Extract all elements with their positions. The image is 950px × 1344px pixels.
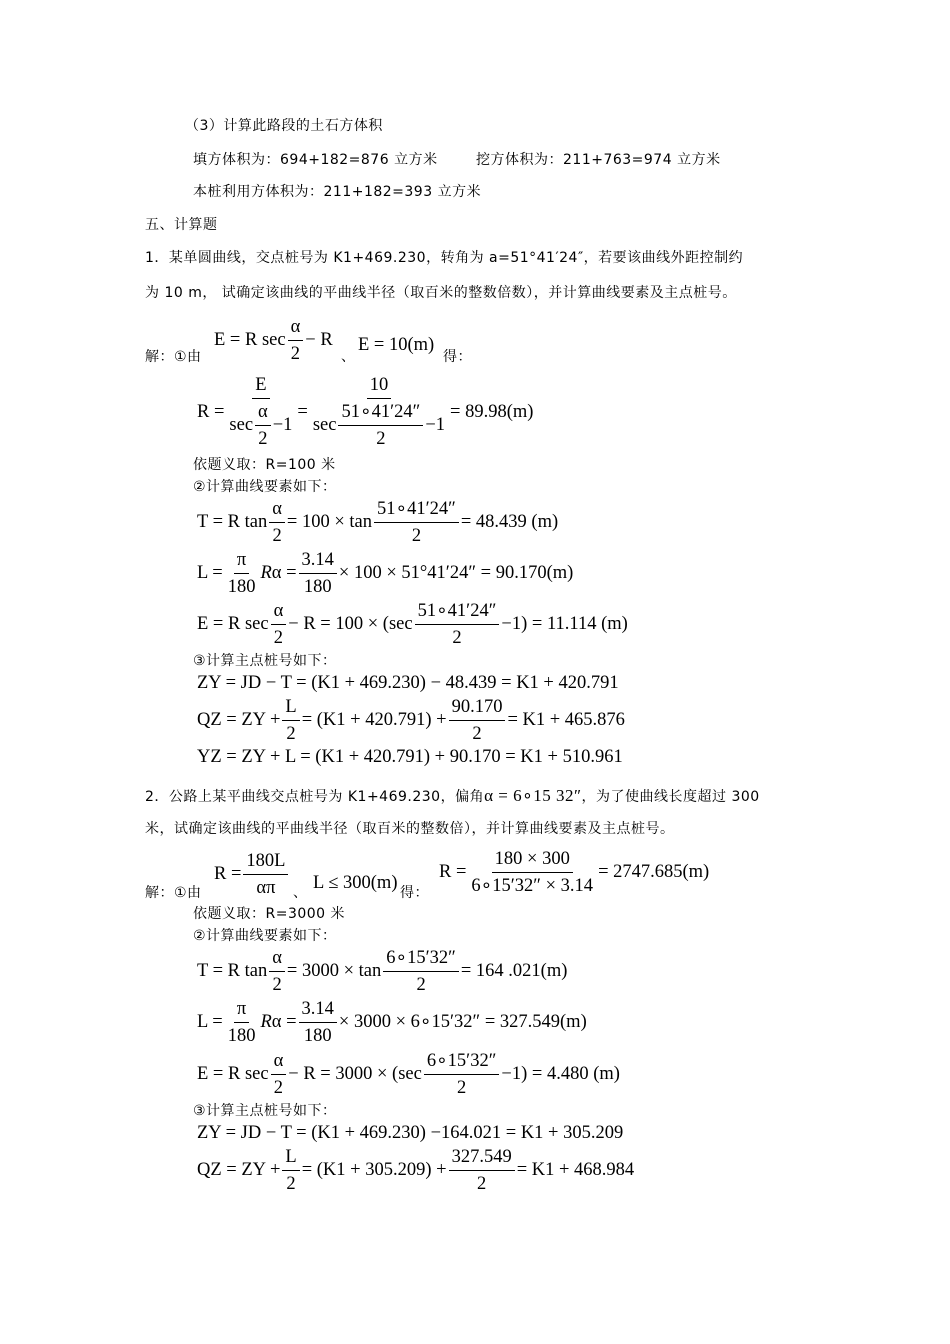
q1-R-equation: R = E sec $\frac{\alpha}{2}$ −1 = 10 sec $\frac{51\circ 41'24''}{2}$ −1 = 89.98(m) — [197, 375, 534, 449]
q1-E-equation: E = R sec $\frac{\alpha}{2}$ − R = 100 × (sec $\frac{51\circ 41'24''}{2}$ −1) = 11.114 (m) — [197, 600, 628, 648]
q1-QZ-equation: QZ = ZY + $\frac{L}{2}$ = (K1 + 420.791) + $\frac{90.170}{2}$ = K1 + 465.876 — [197, 696, 625, 744]
q2-R-calculation: R = $\frac{180 \times 300}{6\circ 15'32'' \times 3.14}$ = 2747.685(m) — [439, 848, 710, 896]
fraction: $\frac{\alpha}{2}$ — [288, 316, 304, 365]
q2-solution-lead: 解：①由 — [145, 885, 202, 901]
q1-solution-lead: 解：①由 — [145, 349, 202, 365]
q2-E-equation: E = R sec $\frac{\alpha}{2}$ − R = 3000 × (sec $\frac{6\circ 15'32''}{2}$ −1) = 4.480 (m) — [197, 1050, 620, 1098]
q2-ZY-equation: ZY = JD − T = (K1 + 469.230) −164.021 = K1 + 305.209 — [197, 1123, 624, 1143]
q1-E-given: E = 10(m) — [358, 335, 435, 355]
q2-L-condition: L ≤ 300(m) — [313, 873, 398, 893]
q1-solution-end: 得： — [443, 349, 472, 365]
q2-T-equation: T = R tan $\frac{\alpha}{2}$ = 3000 × tan $\frac{6\circ 15'32''}{2}$ = 164 .021(m) — [197, 947, 568, 995]
q2-separator: 、 — [293, 885, 308, 901]
q2-step3: ③计算主点桩号如下： — [193, 1103, 337, 1119]
q2-step2: ②计算曲线要素如下： — [193, 928, 337, 944]
eq-text: E = R sec — [214, 330, 286, 350]
fraction: 10 sec $\frac{51\circ 41'24''}{2}$ −1 — [312, 375, 446, 449]
q2-text-line1: 2．公路上某平曲线交点桩号为 K1+469.230，偏角α = 6∘15 32″，为了使曲线长度超过 300 — [145, 786, 760, 805]
q2-text-line2: 米，试确定该曲线的平曲线半径（取百米的整数倍），并计算曲线要素及主点桩号。 — [145, 821, 675, 837]
q1-step2: ②计算曲线要素如下： — [193, 479, 337, 495]
q1-separator: 、 — [341, 349, 356, 365]
fill-volume-text: 填方体积为：694+182=876 立方米 — [193, 152, 438, 168]
q1-T-equation: T = R tan $\frac{\alpha}{2}$ = 100 × tan $\frac{51\circ 41'24''}{2}$ = 48.439 (m) — [197, 498, 559, 546]
fraction: E sec $\frac{\alpha}{2}$ −1 — [229, 375, 293, 449]
eq-text: R = — [197, 402, 225, 422]
q2-L-equation: L = $\frac{\pi}{180}$ Rα = $\frac{3.14}{180}$ × 3000 × 6∘15′32″ = 327.549(m) — [197, 998, 587, 1046]
q1-adopt-radius: 依题义取：R=100 米 — [193, 457, 336, 473]
section-heading: 五、计算题 — [145, 217, 218, 233]
q1-text-line2: 为 10 m， 试确定该曲线的平曲线半径（取百米的整数倍数），并计算曲线要素及主点桩号。 — [145, 285, 737, 301]
q1-YZ-equation: YZ = ZY + L = (K1 + 420.791) + 90.170 = K1 + 510.961 — [197, 747, 623, 767]
q1-text-line1: 1．某单圆曲线，交点桩号为 K1+469.230，转角为 a=51°41′24″，若要该曲线外距控制约 — [145, 250, 744, 266]
eq-text: − R — [305, 330, 333, 350]
q1-E-definition — [214, 318, 333, 362]
part3-heading: （3）计算此路段的土石方体积 — [185, 118, 383, 134]
q2-QZ-equation: QZ = ZY + $\frac{L}{2}$ = (K1 + 305.209) + $\frac{327.549}{2}$ = K1 + 468.984 — [197, 1146, 635, 1194]
cut-volume-text: 挖方体积为：211+763=974 立方米 — [476, 152, 721, 168]
q2-solution-end: 得： — [400, 885, 429, 901]
q2-adopt-radius: 依题义取：R=3000 米 — [193, 906, 346, 922]
eq-text: = 89.98(m) — [450, 402, 534, 422]
q2-R-definition: R = $\frac{180L}{\alpha\pi}$ — [214, 850, 290, 898]
q1-step3: ③计算主点桩号如下： — [193, 653, 337, 669]
q1-L-equation: L = $\frac{\pi}{180}$ Rα = $\frac{3.14}{180}$ × 100 × 51°41′24″ = 90.170(m) — [197, 549, 574, 597]
reuse-volume-text: 本桩利用方体积为：211+182=393 立方米 — [193, 184, 482, 200]
q1-ZY-equation: ZY = JD − T = (K1 + 469.230) − 48.439 = K1 + 420.791 — [197, 673, 619, 693]
